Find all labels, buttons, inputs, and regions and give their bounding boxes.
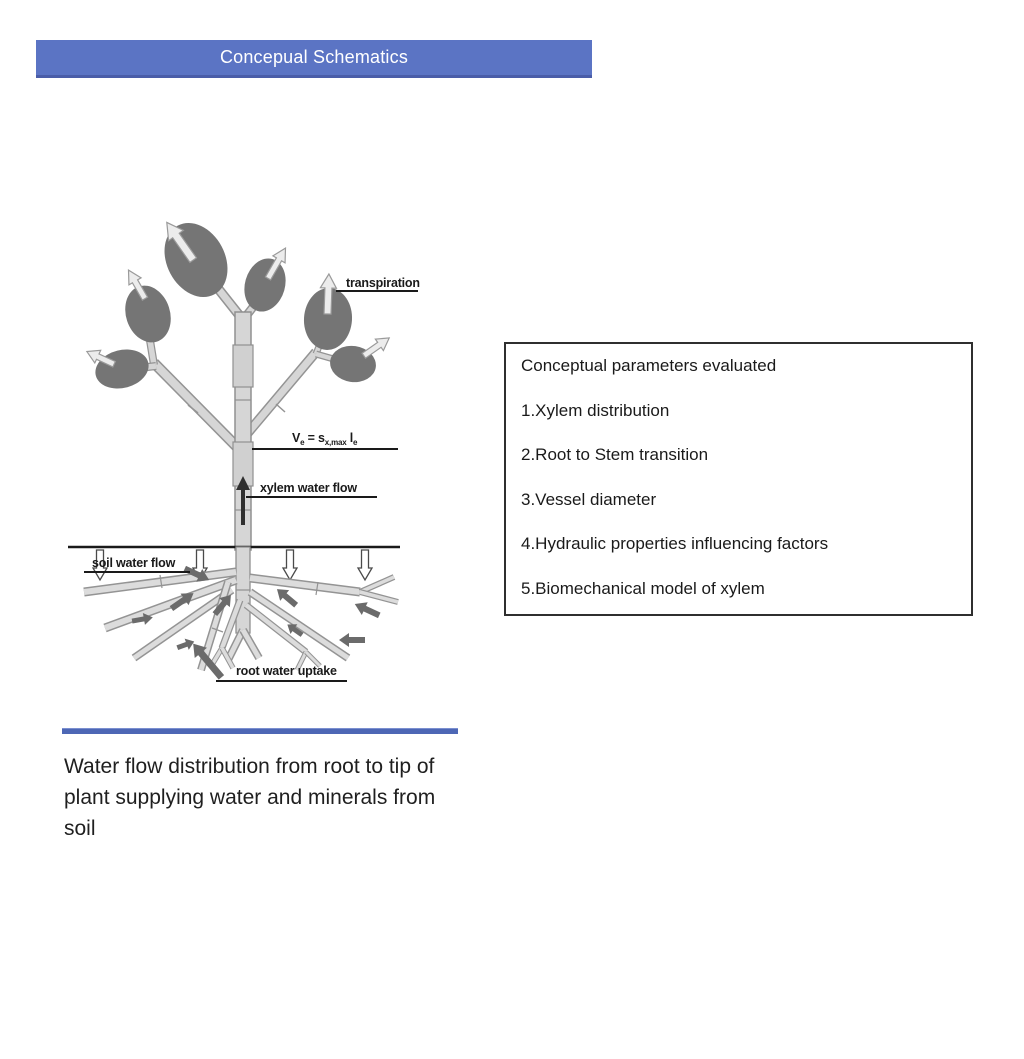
parameters-box-title: Conceptual parameters evaluated	[521, 356, 777, 375]
leaf-upper-left	[118, 280, 178, 349]
uptake-arrow-icon	[352, 598, 382, 622]
figure-divider-line	[62, 728, 458, 734]
parameter-item-3: 3.Vessel diameter	[521, 489, 657, 509]
figure-caption: Water flow distribution from root to tip of plant supplying water and minerals from soil	[64, 755, 436, 840]
parameter-item-1: 1.Xylem distribution	[521, 400, 670, 420]
soil-water-arrow-icon	[358, 550, 372, 580]
plant-water-flow-diagram	[60, 200, 460, 710]
conceptual-parameters-box	[504, 342, 973, 616]
soil-water-flow-label: soil water flow	[92, 556, 176, 570]
parameter-item-2: 2.Root to Stem transition	[521, 445, 709, 464]
parameter-item-4: 4.Hydraulic properties influencing factors	[521, 534, 829, 553]
uptake-arrow-icon	[175, 636, 196, 653]
transpiration-label: transpiration	[346, 276, 420, 290]
uptake-arrow-icon	[339, 633, 365, 647]
velocity-formula: $V_e = s_{x,max}$ $l_e$	[292, 431, 358, 447]
soil-water-arrow-icon	[283, 550, 297, 580]
page-title: Concepual Schematics	[219, 47, 409, 67]
root-water-uptake-label: root water uptake	[236, 664, 337, 678]
parameter-item-5: 5.Biomechanical model of xylem	[521, 578, 765, 598]
transpiration-arrow-icon	[360, 332, 393, 361]
plant-water-flow-figure	[60, 200, 460, 710]
xylem-water-flow-label: xylem water flow	[260, 481, 357, 495]
leaf-top-right	[238, 254, 291, 317]
header-bar	[36, 40, 592, 78]
